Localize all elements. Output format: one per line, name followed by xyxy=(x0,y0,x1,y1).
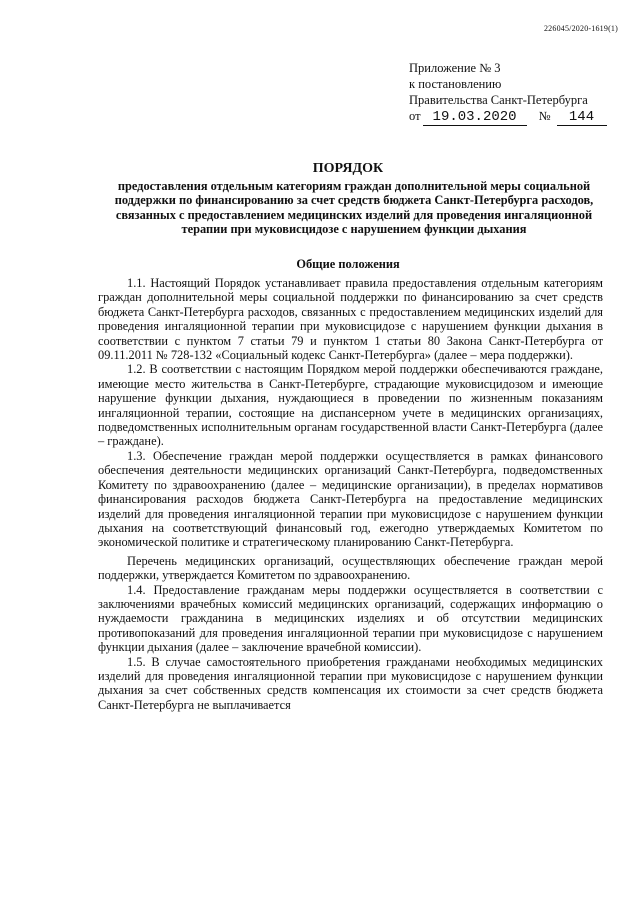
appendix-line-2: к постановлению xyxy=(409,77,502,91)
document-subtitle: предоставления отдельным категориям граждан дополнительной меры социальной поддержки по финансированию за счет средств бюджета Санкт-Петербурга расходов, связанных с предоставлением медицинских изделий для проведения ингаляционной терапии при муковисцидозе с нарушением функции дыхания xyxy=(114,179,594,237)
paragraph-1-4: 1.4. Предоставление гражданам меры поддержки осуществляется в соответствии с заключениями врачебных комиссий медицинских организаций, содержащих информацию о нуждаемости гражданина в медицинских изделиях и об отсутствии медицинских противопоказаний для проведения ингаляционной терапии при муковисцидозе с нарушением функции дыхания (далее – заключение врачебной комиссии). xyxy=(98,582,603,655)
paragraph-1-1: 1.1. Настоящий Порядок устанавливает правила предоставления отдельным категориям граждан дополнительной меры социальной поддержки по финансированию за счет средств бюджета Санкт-Петербурга расходов, связанных с предоставлением медицинских изделий для проведения ингаляционной терапии при муковисцидозе с нарушением функции дыхания в соответствии с пунктом 7 статьи 79 и пунктом 1 статьи 80 Закона Санкт-Петербурга от 09.11.2011 № 728-132 «Социальный кодекс Санкт-Петербурга» (далее – мера поддержки). xyxy=(98,276,603,363)
appendix-line-1: Приложение № 3 xyxy=(409,61,501,75)
paragraph-1-2: 1.2. В соответствии с настоящим Порядком мерой поддержки обеспечиваются граждане, имеющие место жительства в Санкт-Петербурге, страдающие муковисцидозом и имеющие нарушение функции дыхания, нуждающиеся в проведении по жизненным показаниям ингаляционной терапии, состоящие на диспансерном учете в медицинских организациях, подведомственных исполнительным органам государственной власти Санкт-Петербурга (далее – граждане). xyxy=(98,362,603,449)
appendix-date: 19.03.2020 xyxy=(423,110,527,126)
document-body xyxy=(98,276,603,712)
appendix-from-label: от xyxy=(409,109,421,123)
document-title: ПОРЯДОК xyxy=(312,161,384,176)
document-registration-number: 226045/2020-1619(1) xyxy=(543,24,618,33)
paragraph-1-3: 1.3. Обеспечение граждан мерой поддержки осуществляется в рамках финансового обеспечения деятельности медицинских организаций Санкт-Петербурга, подведомственных Комитету по здравоохранению (далее – медицинские организации), в пределах нормативов финансирования расходов бюджета Санкт-Петербурга на предоставление медицинских изделий для проведения ингаляционной терапии при муковисцидозе с нарушением функции дыхания на соответствующий финансовый год, ежегодно утверждаемых Комитетом по экономической политике и стратегическому планированию Санкт-Петербурга. xyxy=(98,448,603,550)
section-title: Общие положения xyxy=(296,257,400,271)
paragraph-organizations-list: Перечень медицинских организаций, осуществляющих обеспечение граждан мерой поддержки, утверждается Комитетом по здравоохранению. xyxy=(98,553,603,583)
appendix-line-3: Правительства Санкт-Петербурга xyxy=(409,93,588,107)
appendix-number: 144 xyxy=(557,110,607,126)
appendix-number-label: № xyxy=(538,109,551,123)
appendix-block xyxy=(409,60,607,126)
appendix-date-line xyxy=(409,108,607,126)
paragraph-1-5: 1.5. В случае самостоятельного приобретения гражданами необходимых медицинских изделий для проведения ингаляционной терапии при муковисцидозе с нарушением функции дыхания за счет собственных средств компенсация их стоимости за счет средств бюджета Санкт-Петербурга не выплачивается xyxy=(98,654,603,712)
